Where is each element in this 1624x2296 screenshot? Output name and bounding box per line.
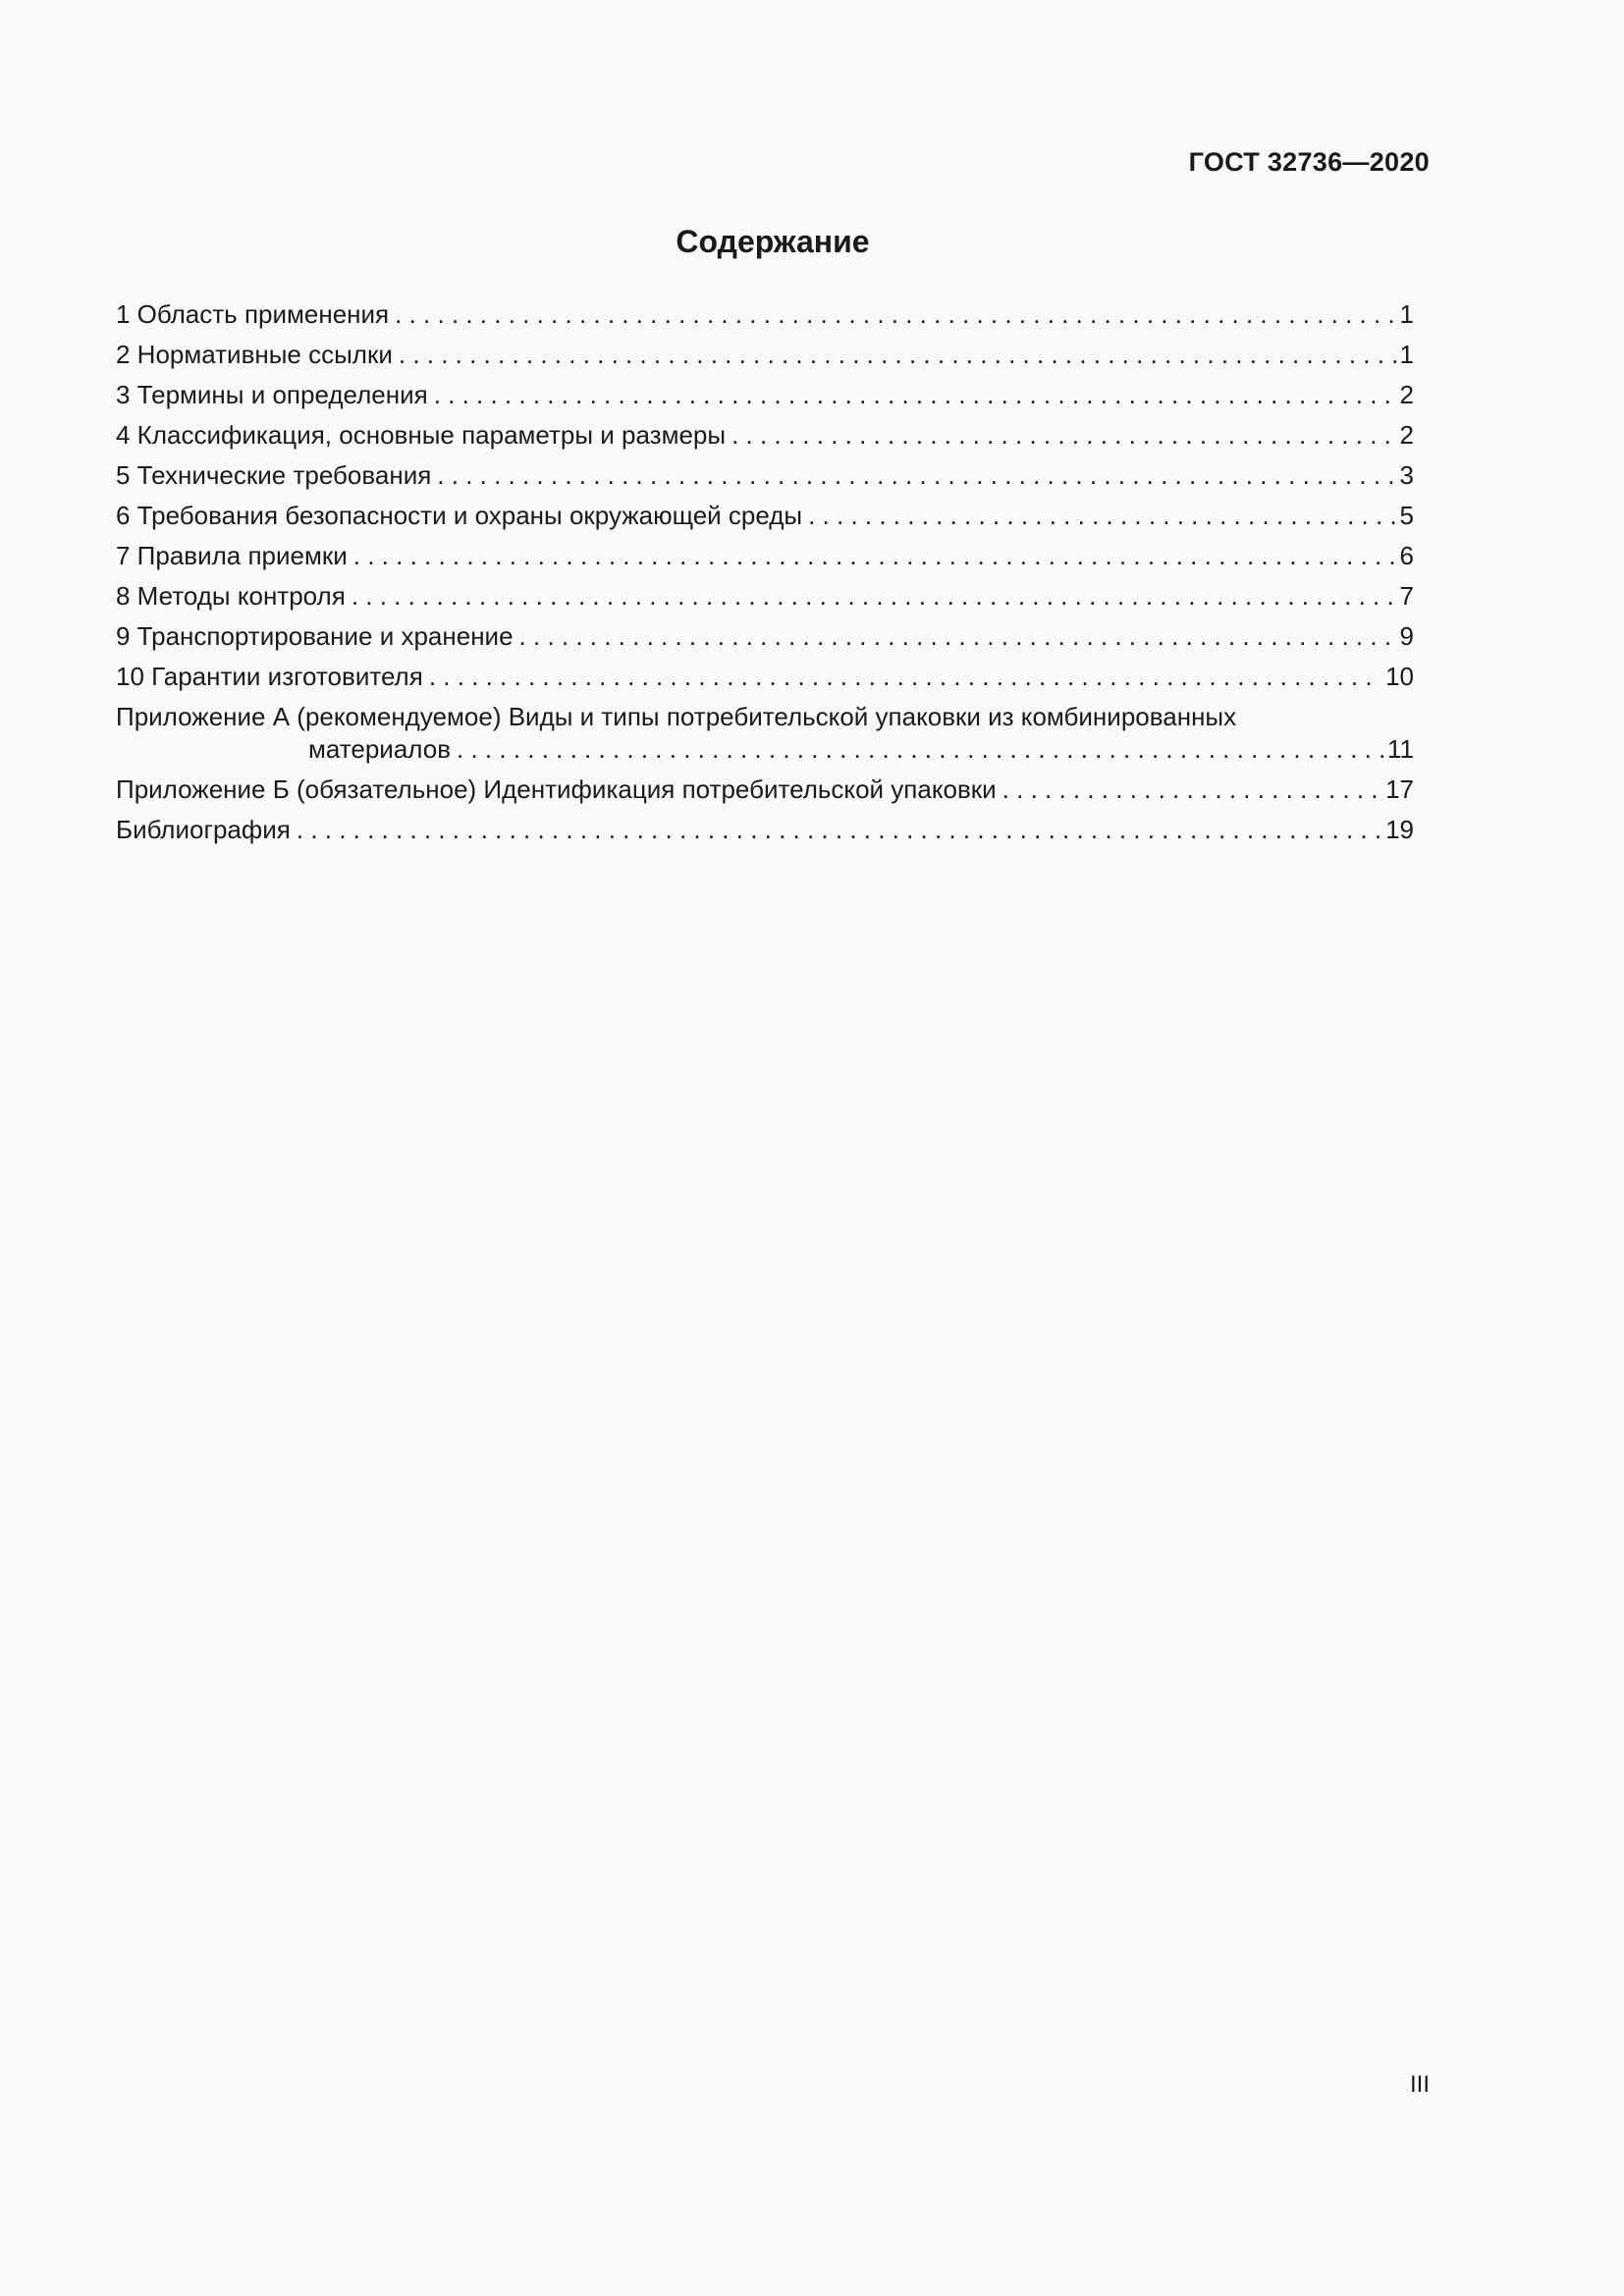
toc-entry[interactable]: [116, 294, 1414, 335]
toc-entry-continuation: [116, 733, 1414, 766]
dot-leader: [399, 335, 1396, 375]
toc-entry-page: 2: [1399, 420, 1414, 450]
toc-entry-page: 9: [1399, 621, 1414, 651]
toc-title: Содержание: [676, 224, 870, 259]
toc-entry-page: 1: [1399, 340, 1414, 369]
dot-leader: [395, 294, 1395, 335]
toc-entry-label: 3 Термины и определения: [116, 380, 428, 409]
dot-leader: [731, 415, 1395, 455]
dot-leader: [429, 657, 1381, 697]
document-code: ГОСТ 32736—2020: [1188, 147, 1430, 177]
toc-entry-label: Библиография: [116, 815, 291, 844]
toc-entry-page: 1: [1399, 299, 1414, 329]
dot-leader: [808, 496, 1395, 536]
toc-entry-page: 3: [1399, 460, 1414, 490]
toc-entry-label: 7 Правила приемки: [116, 541, 348, 570]
toc-entry[interactable]: [116, 335, 1414, 375]
toc-entry-appendix-b[interactable]: [116, 770, 1414, 810]
toc-entry[interactable]: [116, 415, 1414, 455]
toc-entry-label: материалов: [308, 734, 452, 764]
dot-leader: [297, 810, 1381, 850]
toc-entry-page: 19: [1385, 815, 1414, 844]
dot-leader: [353, 536, 1396, 576]
toc-entry-page: 7: [1399, 581, 1414, 611]
dot-leader: [457, 733, 1383, 766]
toc-entry-page: 6: [1399, 541, 1414, 570]
toc-entry-label: 6 Требования безопасности и охраны окружающей среды: [116, 501, 803, 530]
toc-entry-label: 2 Нормативные ссылки: [116, 340, 393, 369]
toc-entry-label: 10 Гарантии изготовителя: [116, 662, 423, 691]
dot-leader: [1002, 770, 1381, 810]
toc-entry-label: 4 Классификация, основные параметры и размеры: [116, 420, 727, 450]
dot-leader: [352, 576, 1396, 616]
toc-entry-bibliography[interactable]: [116, 810, 1414, 850]
toc-entry-page: 11: [1387, 734, 1414, 764]
table-of-contents: [116, 294, 1414, 850]
toc-entry-label: 9 Транспортирование и хранение: [116, 621, 514, 651]
toc-entry-label: 1 Область применения: [116, 299, 390, 329]
toc-entry-appendix-a[interactable]: [116, 701, 1414, 766]
toc-entry[interactable]: [116, 616, 1414, 657]
toc-entry[interactable]: [116, 657, 1414, 697]
toc-entry-label: 8 Методы контроля: [116, 581, 346, 611]
toc-entry-label: Приложение А (рекомендуемое) Виды и типы потребительской упаковки из комбинированных: [116, 702, 1237, 731]
toc-entry[interactable]: [116, 576, 1414, 616]
toc-entry-page: 5: [1399, 501, 1414, 530]
toc-entry-page: 2: [1399, 380, 1414, 409]
toc-entry-label: 5 Технические требования: [116, 460, 432, 490]
toc-entry[interactable]: [116, 536, 1414, 576]
toc-entry[interactable]: [116, 375, 1414, 415]
dot-leader: [434, 375, 1396, 415]
toc-entry[interactable]: [116, 496, 1414, 536]
toc-entry[interactable]: [116, 455, 1414, 496]
dot-leader: [437, 455, 1395, 496]
page-number: III: [1409, 2071, 1430, 2098]
toc-entry-page: 17: [1385, 774, 1414, 804]
dot-leader: [519, 616, 1396, 657]
toc-entry-page: 10: [1385, 662, 1414, 691]
toc-entry-label: Приложение Б (обязательное) Идентификация потребительской упаковки: [116, 774, 997, 804]
